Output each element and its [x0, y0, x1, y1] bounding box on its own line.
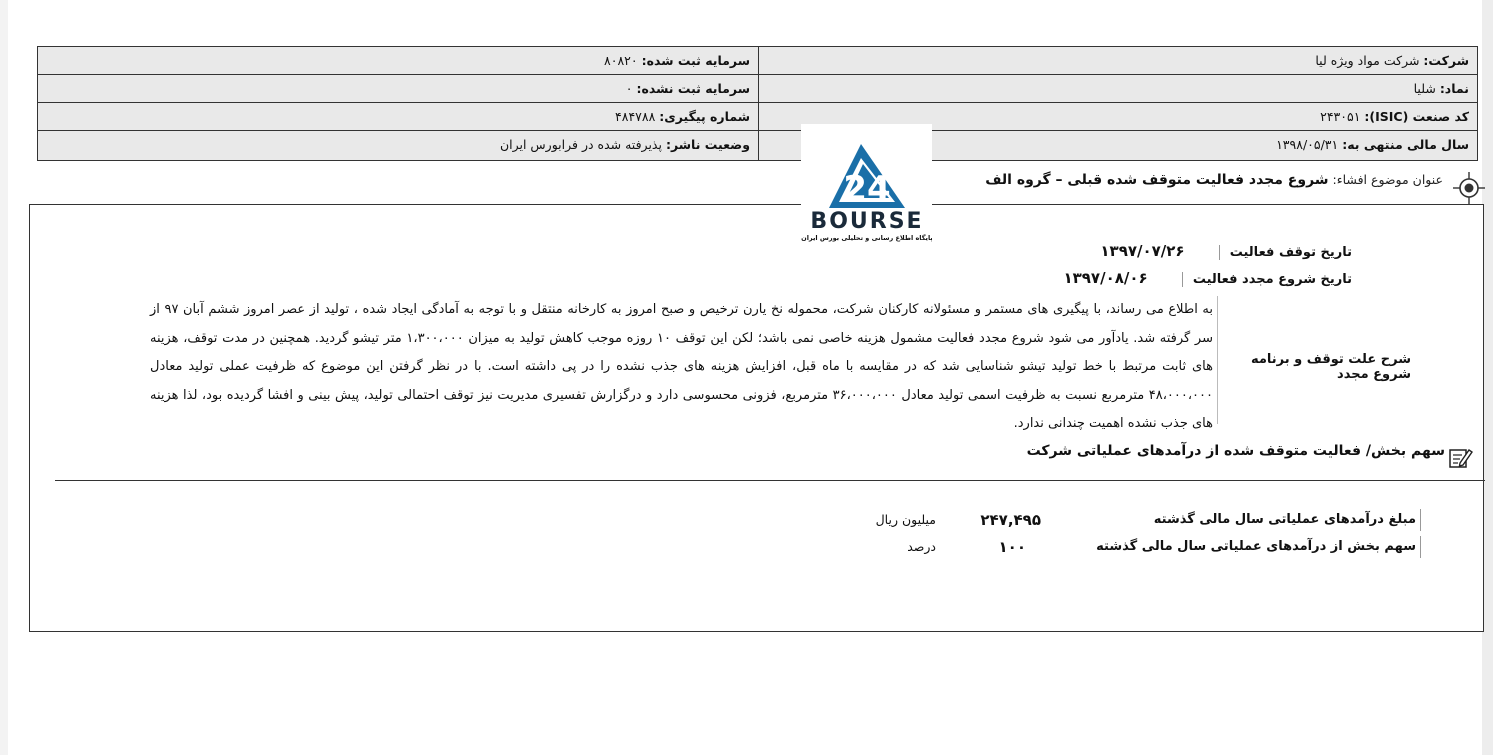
edit-document-icon [1447, 444, 1473, 470]
info-row-isic [38, 103, 1477, 131]
share-row-unit: میلیون ریال [875, 512, 936, 527]
stop-date-label: تاریخ توقف فعالیت [1219, 245, 1352, 260]
logo-mark-text: 24 [843, 169, 891, 209]
symbol-cell [758, 75, 1477, 102]
unreg-capital-label: سرمایه ثبت نشده: [636, 81, 750, 96]
isic-label: کد صنعت (ISIC): [1364, 109, 1469, 124]
share-row-value: ۲۴۷,۴۹۵ [980, 511, 1041, 529]
share-row-label: سهم بخش از درآمدهای عملیاتی سال مالی گذشته [1096, 536, 1421, 558]
info-row-symbol [38, 75, 1477, 103]
target-icon [1453, 172, 1485, 204]
share-row [821, 536, 1421, 558]
left-edge [0, 0, 8, 755]
disclosure-subject [985, 172, 1443, 188]
share-row-value: ۱۰۰ [998, 538, 1026, 556]
share-row [821, 509, 1421, 531]
symbol-label: نماد: [1439, 81, 1469, 96]
info-row-fiscal [38, 131, 1477, 160]
fiscal-label: سال مالی منتهی به: [1342, 137, 1469, 152]
stop-date-row [1100, 242, 1352, 260]
logo-tagline: پایگاه اطلاع رسانی و تحلیلی بورس ایران [801, 234, 932, 242]
info-row-company [38, 47, 1477, 75]
reg-capital-label: سرمایه ثبت شده: [641, 53, 750, 68]
explain-label: شرح علت توقف و برنامه شروع مجدد [1250, 352, 1411, 382]
subject-title: شروع مجدد فعالیت متوقف شده قبلی – گروه الف [985, 172, 1329, 188]
symbol-value: شلیا [1413, 81, 1436, 96]
explain-separator [1217, 296, 1218, 424]
restart-date-label: تاریخ شروع مجدد فعالیت [1182, 272, 1352, 287]
bourse24-logo-mark [801, 124, 932, 246]
company-cell [758, 47, 1477, 74]
share-section-title: سهم بخش/ فعالیت متوقف شده از درآمدهای عملیاتی شرکت [1026, 443, 1445, 459]
stop-date-value: ۱۳۹۷/۰۷/۲۶ [1100, 242, 1185, 260]
tracking-label: شماره پیگیری: [659, 109, 750, 124]
company-info-table [37, 46, 1478, 161]
bourse24-logo [801, 124, 932, 246]
subject-label: عنوان موضوع افشاء: [1332, 172, 1443, 187]
company-label: شرکت: [1423, 53, 1469, 68]
share-row-unit: درصد [907, 539, 936, 554]
publisher-cell [38, 131, 758, 160]
publisher-value: پذیرفته شده در فرابورس ایران [499, 137, 662, 152]
isic-value: ۲۴۳۰۵۱ [1320, 109, 1361, 124]
tracking-cell [38, 103, 758, 130]
tracking-value: ۴۸۴۷۸۸ [615, 109, 656, 124]
restart-date-value: ۱۳۹۷/۰۸/۰۶ [1063, 269, 1148, 287]
unreg-capital-value: ۰ [625, 81, 633, 96]
section-divider [55, 480, 1485, 481]
restart-date-row [1063, 269, 1352, 287]
unreg-capital-cell [38, 75, 758, 102]
logo-brand: BOURSE [810, 209, 924, 234]
fiscal-value: ۱۳۹۸/۰۵/۳۱ [1276, 137, 1339, 152]
company-value: شرکت مواد ویژه لیا [1315, 53, 1420, 68]
reg-capital-value: ۸۰۸۲۰ [604, 53, 638, 68]
share-row-label: مبلغ درآمدهای عملیاتی سال مالی گذشته [1154, 509, 1421, 531]
publisher-label: وضعیت ناشر: [665, 137, 750, 152]
reg-capital-cell [38, 47, 758, 74]
explain-text: به اطلاع می رساند، با پیگیری های مستمر و مسئولانه کارکنان شرکت، محموله نخ یارن ترخیص و صبح امروز به کارخانه منتقل و با توجه به آمادگی ایجاد شده ، تولید از عصر امروز ششم آبان ۹۷ از سر گرفته شد. یادآور می شود شروع مجدد فعالیت مشمول هزینه خاصی نمی باشد؛ لکن این توقف ۱۰ روزه موجب کاهش تولید به میزان ۱،۳۰۰،۰۰۰ متر تیشو گردید. همچنین در مدت توقف، هزینه های ثابت مرتبط با خط تولید تیشو شناسایی شد که در مقایسه با ماه قبل، افزایش هزینه های جذب نشده را در پی داشته است. با در نظر گرفتن این موضوع که ظرفیت عملی تولید معادل ۴۸،۰۰۰،۰۰۰ مترمربع نسبت به ظرفیت اسمی تولید معادل ۳۶،۰۰۰،۰۰۰ مترمربع، فزونی محسوسی دارد و درگزارش تفسیری مدیریت نیز توقف احتمالی تولید، پیش بینی و افشا گردیده بود، لذا هزینه های جذب نشده اهمیت چندانی ندارد. [150, 302, 1213, 431]
